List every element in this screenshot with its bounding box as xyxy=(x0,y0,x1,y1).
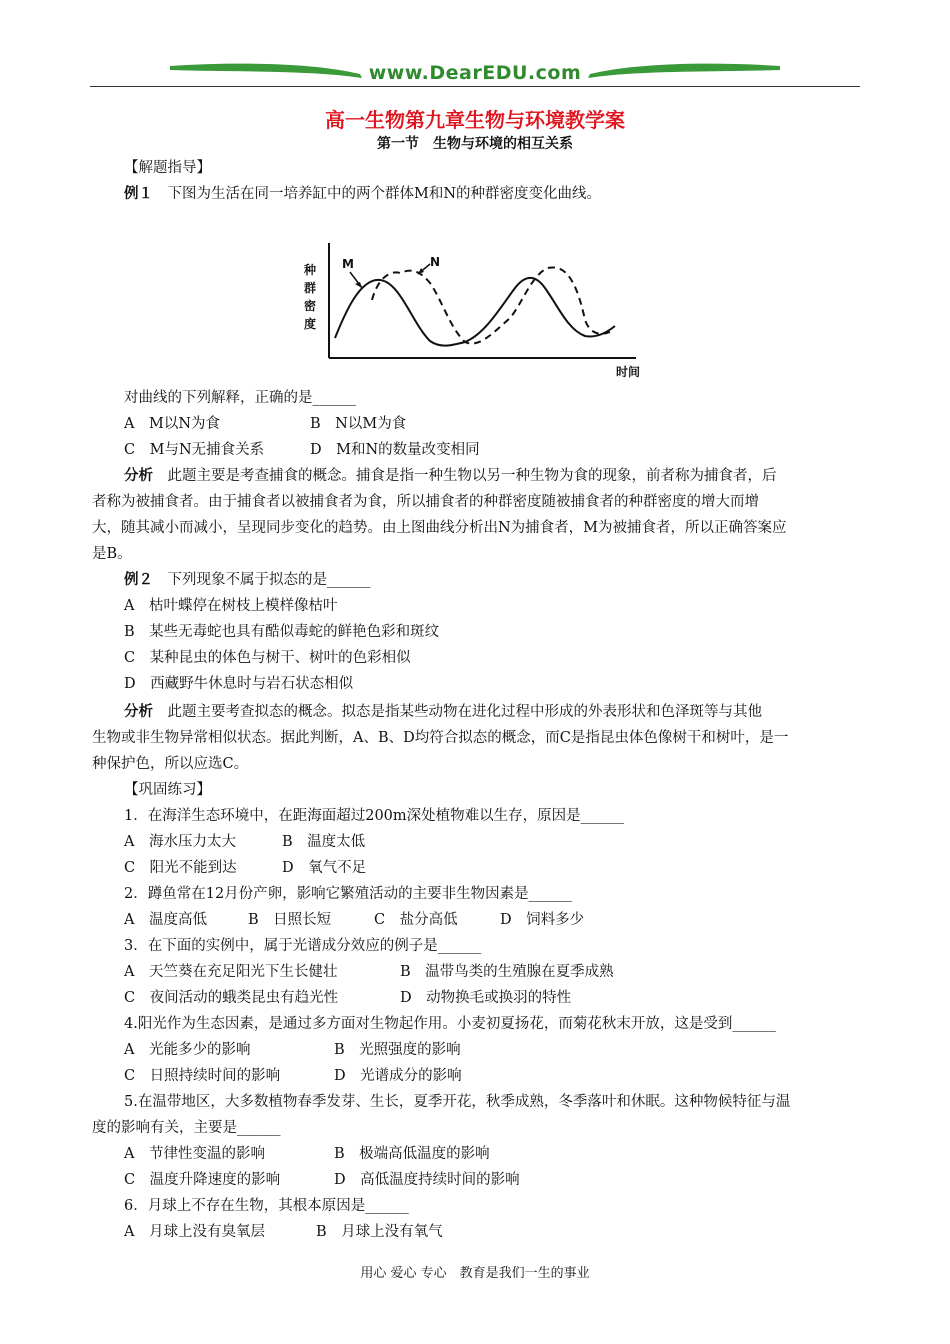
q2-stem: 2．蹲鱼常在12月份产卵，影响它繁殖活动的主要非生物因素是______ xyxy=(124,886,573,902)
q3-option-D: D 动物换毛或换羽的特性 xyxy=(400,990,572,1006)
page-header xyxy=(90,58,860,94)
analysis-text: 此题主要考查拟态的概念。拟态是指某些动物在进化过程中形成的外表形状和色泽斑等与其他 xyxy=(153,704,762,720)
example-1-analysis-line-3: 大，随其减小而减小，呈现同步变化的趋势。由上图曲线分析出N为捕食者，M为被捕食者，所以正确答案应 xyxy=(92,520,787,536)
q4-stem: 4.阳光作为生态因素，是通过多方面对生物起作用。小麦初夏扬花，而菊花秋末开放，这是受到______ xyxy=(124,1016,776,1032)
example-2-label: 例２ xyxy=(124,571,153,588)
q1-option-C: C 阳光不能到达 xyxy=(124,860,237,876)
q5-option-B: B 极端高低温度的影响 xyxy=(334,1146,490,1162)
q6-option-B: B 月球上没有氧气 xyxy=(316,1224,443,1240)
q2-option-A: A 温度高低 xyxy=(124,912,207,928)
example-2-analysis-label: 分析 xyxy=(124,703,153,720)
series-m-label: M xyxy=(342,257,354,271)
q2-option-D: D 饲料多少 xyxy=(500,912,585,928)
example-1-question xyxy=(124,184,601,204)
q6-option-A: A 月球上没有臭氧层 xyxy=(124,1224,265,1240)
example-1-analysis-line-4: 是B。 xyxy=(92,546,132,562)
q5-option-D: D 高低温度持续时间的影响 xyxy=(334,1172,520,1188)
example-2-analysis-line-1 xyxy=(124,702,762,722)
example-2-option-D: D 西藏野牛休息时与岩石状态相似 xyxy=(124,676,354,692)
q1-stem: 1．在海洋生态环境中，在距海面超过200m深处植物难以生存，原因是______ xyxy=(124,808,625,824)
q5-stem-line-1: 5.在温带地区，大多数植物春季发芽、生长，夏季开花，秋季成熟，冬季落叶和休眠。这种物候特征与温 xyxy=(124,1094,791,1110)
example-2-text: 下列现象不属于拟态的是______ xyxy=(153,572,371,588)
example-1-label: 例１ xyxy=(124,185,153,202)
q1-option-A: A 海水压力太大 xyxy=(124,834,236,850)
section-subtitle: 第一节 生物与环境的相互关系 xyxy=(377,136,573,152)
q1-option-B: B 温度太低 xyxy=(282,834,366,850)
q1-option-D: D 氧气不足 xyxy=(282,860,367,876)
chart-ylabel-char-4: 度 xyxy=(304,317,317,331)
series-n-line xyxy=(372,267,610,343)
population-density-chart xyxy=(300,238,650,388)
q3-option-C: C 夜间活动的蛾类昆虫有趋光性 xyxy=(124,990,339,1006)
practice-heading: 【巩固练习】 xyxy=(124,782,211,798)
q4-option-C: C 日照持续时间的影响 xyxy=(124,1068,281,1084)
q2-option-B: B 日照长短 xyxy=(248,912,332,928)
q4-option-D: D 光谱成分的影响 xyxy=(334,1068,462,1084)
example-2-option-C: C 某种昆虫的体色与树干、树叶的色彩相似 xyxy=(124,650,411,666)
q4-option-B: B 光照强度的影响 xyxy=(334,1042,461,1058)
example-1-text: 下图为生活在同一培养缸中的两个群体M和N的种群密度变化曲线。 xyxy=(153,186,602,202)
example-2-option-A: A 枯叶蝶停在树枝上模样像枯叶 xyxy=(124,598,338,614)
q6-stem: 6．月球上不存在生物，其根本原因是______ xyxy=(124,1198,409,1214)
example-1-analysis-line-1 xyxy=(124,466,777,486)
chart-xlabel: 时间 xyxy=(616,365,641,379)
header-site-url[interactable]: www.DearEDU.com xyxy=(368,62,582,84)
example-2-question xyxy=(124,570,371,590)
series-n-label: N xyxy=(430,255,441,269)
example-1-analysis-line-2: 者称为被捕食者。由于捕食者以被捕食者为食，所以捕食者的种群密度随被捕食者的种群密度的增大而增 xyxy=(92,494,759,510)
page-footer: 用心 爱心 专心 教育是我们一生的事业 xyxy=(360,1266,590,1281)
q3-stem: 3．在下面的实例中，属于光谱成分效应的例子是______ xyxy=(124,938,482,954)
q5-option-C: C 温度升降速度的影响 xyxy=(124,1172,281,1188)
chart-ylabel-char-3: 密 xyxy=(304,299,317,313)
example-1-option-D: D M和N的数量改变相同 xyxy=(310,442,480,458)
example-1-analysis-label: 分析 xyxy=(124,467,153,484)
document-title: 高一生物第九章生物与环境教学案 xyxy=(325,108,625,132)
q4-option-A: A 光能多少的影响 xyxy=(124,1042,251,1058)
example-1-option-B: B N以M为食 xyxy=(310,416,407,432)
q2-option-C: C 盐分高低 xyxy=(374,912,458,928)
q3-option-B: B 温带鸟类的生殖腺在夏季成熟 xyxy=(400,964,614,980)
chart-ylabel-char-1: 种 xyxy=(304,263,317,277)
example-1-option-A: A M以N为食 xyxy=(124,416,221,432)
q5-stem-line-2: 度的影响有关，主要是______ xyxy=(92,1120,281,1136)
series-m-pointer-arrow xyxy=(355,282,362,288)
q5-option-A: A 节律性变温的影响 xyxy=(124,1146,265,1162)
example-1-option-C: C M与N无捕食关系 xyxy=(124,442,265,458)
example-2-analysis-line-2: 生物或非生物异常相似状态。据此判断，A、B、D均符合拟态的概念，而C是指昆虫体色像树干和树叶，是一 xyxy=(92,730,789,746)
example-2-option-B: B 某些无毒蛇也具有酷似毒蛇的鲜艳色彩和斑纹 xyxy=(124,624,440,640)
guide-heading: 【解题指导】 xyxy=(124,160,211,176)
chart-ylabel-char-2: 群 xyxy=(304,281,317,295)
header-divider xyxy=(90,86,860,87)
analysis-text: 此题主要是考查捕食的概念。捕食是指一种生物以另一种生物为食的现象，前者称为捕食者，后 xyxy=(153,468,777,484)
example-2-analysis-line-3: 种保护色，所以应选C。 xyxy=(92,756,249,772)
example-1-prompt: 对曲线的下列解释，正确的是______ xyxy=(124,390,356,406)
q3-option-A: A 天竺葵在充足阳光下生长健壮 xyxy=(124,964,338,980)
